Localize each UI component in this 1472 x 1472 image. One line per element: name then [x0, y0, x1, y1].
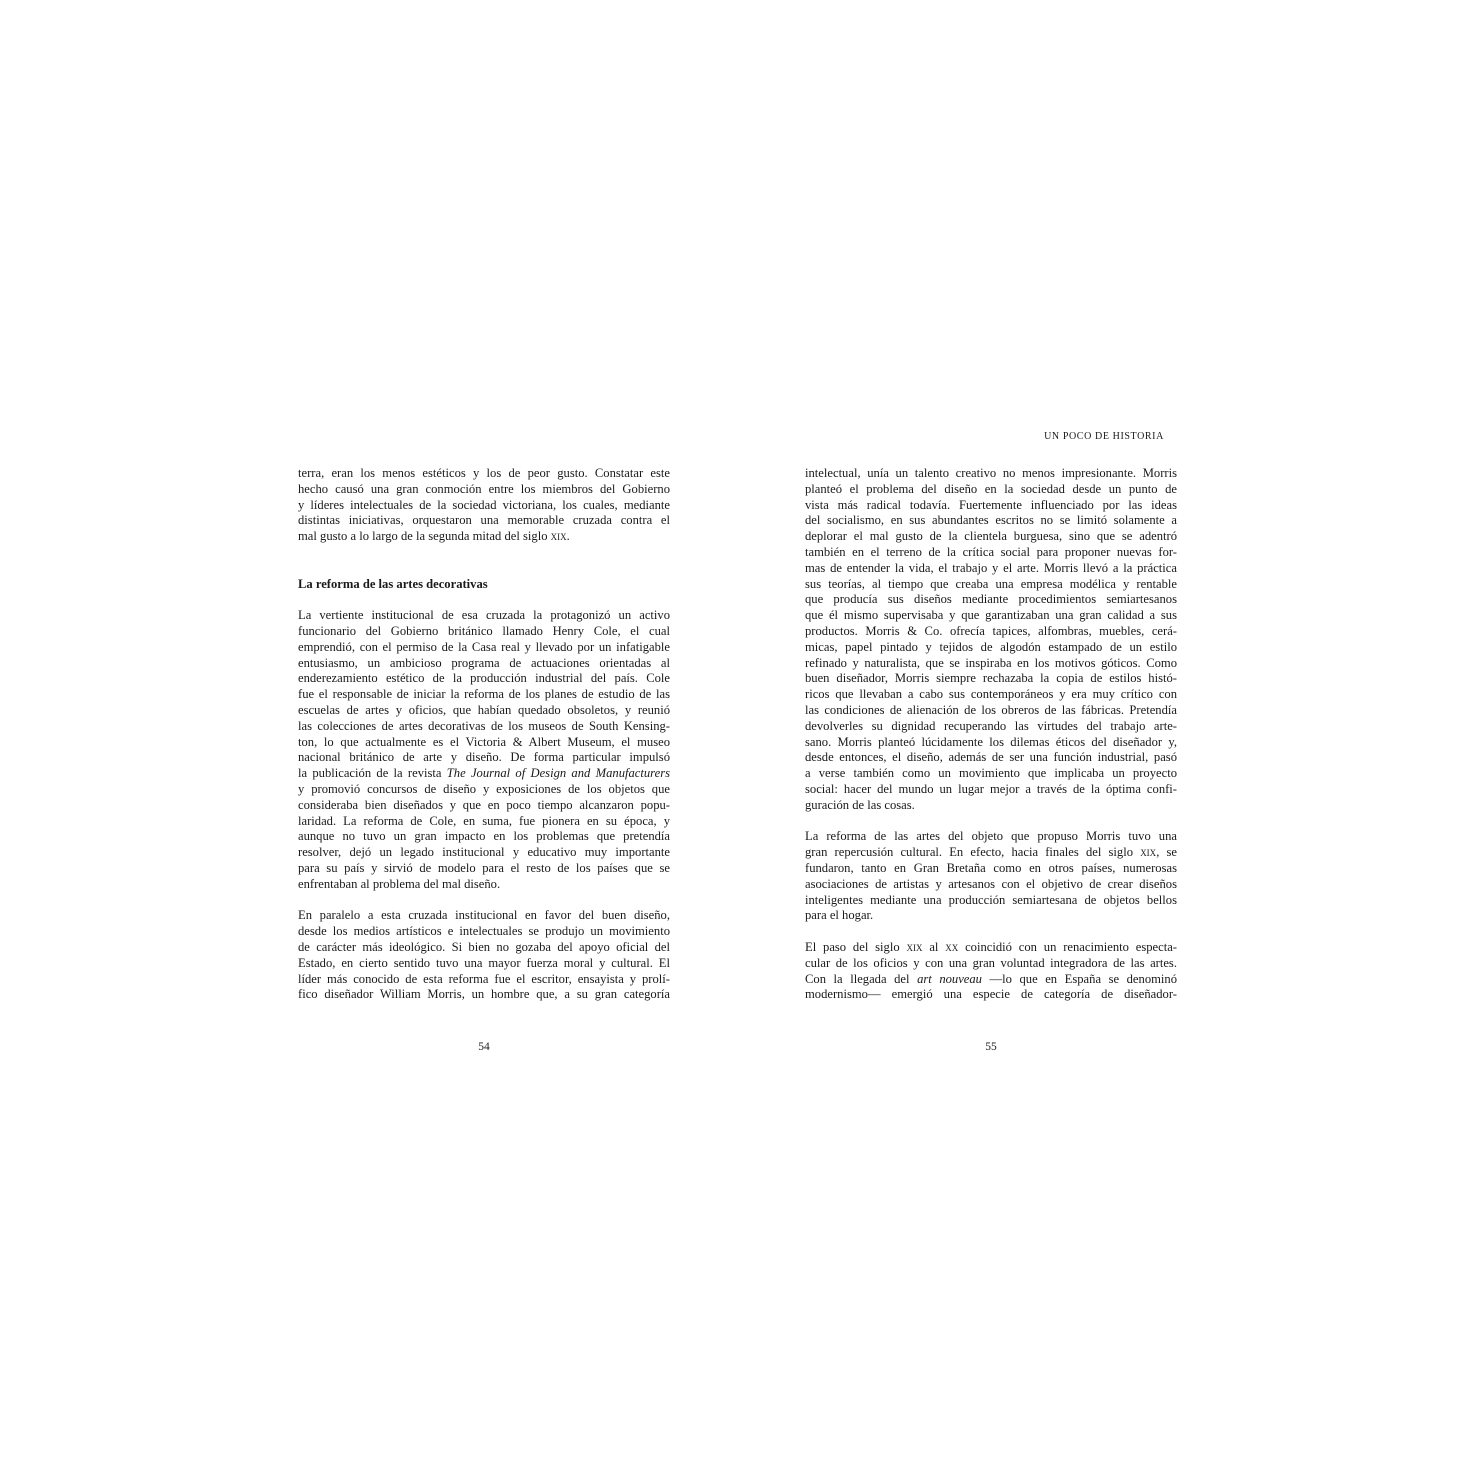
- page-number-right: 55: [985, 1041, 997, 1053]
- text-line: las colecciones de artes decorativas de los museos de South Kensing-: [298, 718, 670, 733]
- text-line: fundaron, tanto en Gran Bretaña como en otros países, numerosas: [805, 860, 1177, 875]
- text-line: Con la llegada del art nouveau —lo que en España se denominó: [805, 971, 1177, 986]
- text-line: a verse también como un movimiento que implicaba un proyecto: [805, 766, 1177, 781]
- text-line: laridad. La reforma de Cole, en suma, fue pionera en su época, y: [298, 813, 670, 828]
- text-line: emprendió, con el permiso de la Casa real y llevado por un infatigable: [298, 639, 670, 654]
- paragraph-gap: [805, 814, 1177, 830]
- text-line: para el hogar.: [805, 908, 874, 923]
- text-line: las condiciones de alienación de los obreros de las fábricas. Pretendía: [805, 702, 1177, 717]
- section-heading: La reforma de las artes decorativas: [298, 576, 488, 591]
- text-line: enfrentaban al problema del mal diseño.: [298, 876, 501, 891]
- text-line: escuelas de artes y oficios, que habían quedado obsoletos, y reunió: [298, 702, 670, 717]
- text-line: sano. Morris planteó lúcidamente los dilemas éticos del diseñador y,: [805, 734, 1177, 749]
- text-line: modernismo— emergió una especie de categoría de diseñador-: [805, 987, 1177, 1002]
- text-line: deplorar el mal gusto de la clientela burguesa, sino que se adentró: [805, 529, 1177, 544]
- text-line: también en el terreno de la crítica social para proponer nuevas for-: [805, 544, 1177, 559]
- text-line: mas de entender la vida, el trabajo y el arte. Morris llevó a la práctica: [805, 560, 1177, 575]
- text-line: nacional británico de arte y diseño. De forma particular impulsó: [298, 750, 670, 765]
- text-line: la publicación de la revista The Journal of Design and Manufacturers: [298, 766, 670, 781]
- text-line: devolverles su dignidad recuperando las virtudes del trabajo arte-: [805, 718, 1177, 733]
- text-line: intelectual, unía un talento creativo no menos impresionante. Morris: [805, 466, 1177, 480]
- text-line: desde los medios artísticos e intelectuales se produjo un movimiento: [298, 924, 670, 939]
- text-line: social: hacer del mundo un lugar mejor a través de la óptima confi-: [805, 781, 1177, 796]
- text-line: La reforma de las artes del objeto que propuso Morris tuvo una: [805, 829, 1177, 844]
- paragraph-gap: [805, 924, 1177, 940]
- text-line: y líderes intelectuales de la sociedad victoriana, los cuales, mediante: [298, 497, 670, 512]
- text-line: mal gusto a lo largo de la segunda mitad del siglo xix.: [298, 529, 570, 544]
- text-line: La vertiente institucional de esa cruzada la protagonizó un activo: [298, 608, 670, 623]
- text-line: fue el responsable de iniciar la reforma de los planes de estudio de las: [298, 687, 670, 702]
- text-line: sus teorías, al tiempo que creaba una empresa modélica y rentable: [805, 576, 1177, 591]
- running-head: UN POCO DE HISTORIA: [1044, 431, 1164, 442]
- text-line: guración de las cosas.: [805, 797, 915, 812]
- paragraph-gap: [298, 893, 670, 909]
- text-line: hecho causó una gran conmoción entre los miembros del Gobierno: [298, 481, 670, 496]
- page-number-left: 54: [478, 1041, 490, 1053]
- text-line: fico diseñador William Morris, un hombre que, a su gran categoría: [298, 987, 670, 1002]
- paragraph-gap: [298, 592, 670, 608]
- text-line: resolver, dejó un legado institucional y educativo muy importante: [298, 845, 670, 860]
- text-line: planteó el problema del diseño en la sociedad desde un punto de: [805, 481, 1177, 496]
- text-line: micas, papel pintado y tejidos de algodón estampado de un estilo: [805, 639, 1177, 654]
- text-line: enderezamiento estético de la producción industrial del país. Cole: [298, 671, 670, 686]
- text-line: del socialismo, en sus abundantes escritos no se limitó solamente a: [805, 513, 1177, 528]
- text-line: ton, lo que actualmente es el Victoria & Albert Museum, el museo: [298, 734, 670, 749]
- text-line: gran repercusión cultural. En efecto, hacia finales del siglo xix, se: [805, 845, 1177, 860]
- text-line: de carácter más ideológico. Si bien no gozaba del apoyo oficial del: [298, 939, 670, 954]
- text-line: distintas iniciativas, orquestaron una memorable cruzada contra el: [298, 513, 670, 528]
- text-line: inteligentes mediante una producción semiartesana de objetos bellos: [805, 892, 1177, 907]
- right-page: [736, 0, 1472, 1472]
- text-line: aunque no tuvo un gran impacto en los problemas que pretendía: [298, 829, 670, 844]
- text-line: ricos que llevaban a cabo sus contemporáneos y era muy crítico con: [805, 687, 1177, 702]
- text-line: que producía sus diseños mediante procedimientos semiartesanos: [805, 592, 1177, 607]
- text-line: que él mismo supervisaba y que garantizaban una gran calidad a sus: [805, 608, 1177, 623]
- text-line: cular de los oficios y con una gran voluntad integradora de las artes.: [805, 955, 1177, 970]
- text-line: asociaciones de artistas y artesanos con el objetivo de crear diseños: [805, 876, 1177, 891]
- text-line: para su país y sirvió de modelo para el resto de los países que se: [298, 860, 670, 875]
- right-text-column: [805, 466, 1177, 1003]
- text-line: consideraba bien diseñados y que en poco tiempo alcanzaron popu-: [298, 797, 670, 812]
- text-line: El paso del siglo xix al xx coincidió con un renacimiento especta-: [805, 939, 1178, 954]
- text-line: y promovió concursos de diseño y exposiciones de los objetos que: [298, 781, 670, 796]
- text-line: desde entonces, el diseño, además de ser una función industrial, pasó: [805, 750, 1177, 765]
- text-line: terra, eran los menos estéticos y los de peor gusto. Constatar este: [298, 466, 670, 480]
- left-text-column: [298, 466, 670, 1003]
- text-line: líder más conocido de esta reforma fue el escritor, ensayista y prolí-: [298, 971, 670, 986]
- text-line: entusiasmo, un ambicioso programa de actuaciones orientadas al: [298, 655, 670, 670]
- text-line: vista más radical todavía. Fuertemente influenciado por las ideas: [805, 497, 1177, 512]
- text-line: productos. Morris & Co. ofrecía tapices, alfombras, muebles, cerá-: [805, 623, 1177, 638]
- text-line: Estado, en cierto sentido tuvo una mayor fuerza moral y cultural. El: [298, 955, 670, 970]
- text-line: funcionario del Gobierno británico llamado Henry Cole, el cual: [298, 623, 670, 638]
- paragraph-gap: [298, 545, 670, 577]
- text-line: En paralelo a esta cruzada institucional en favor del buen diseño,: [298, 908, 670, 923]
- text-line: buen diseñador, Morris siempre rechazaba la copia de estilos histó-: [805, 671, 1177, 686]
- text-line: refinado y naturalista, que se inspiraba en los motivos góticos. Como: [805, 655, 1177, 670]
